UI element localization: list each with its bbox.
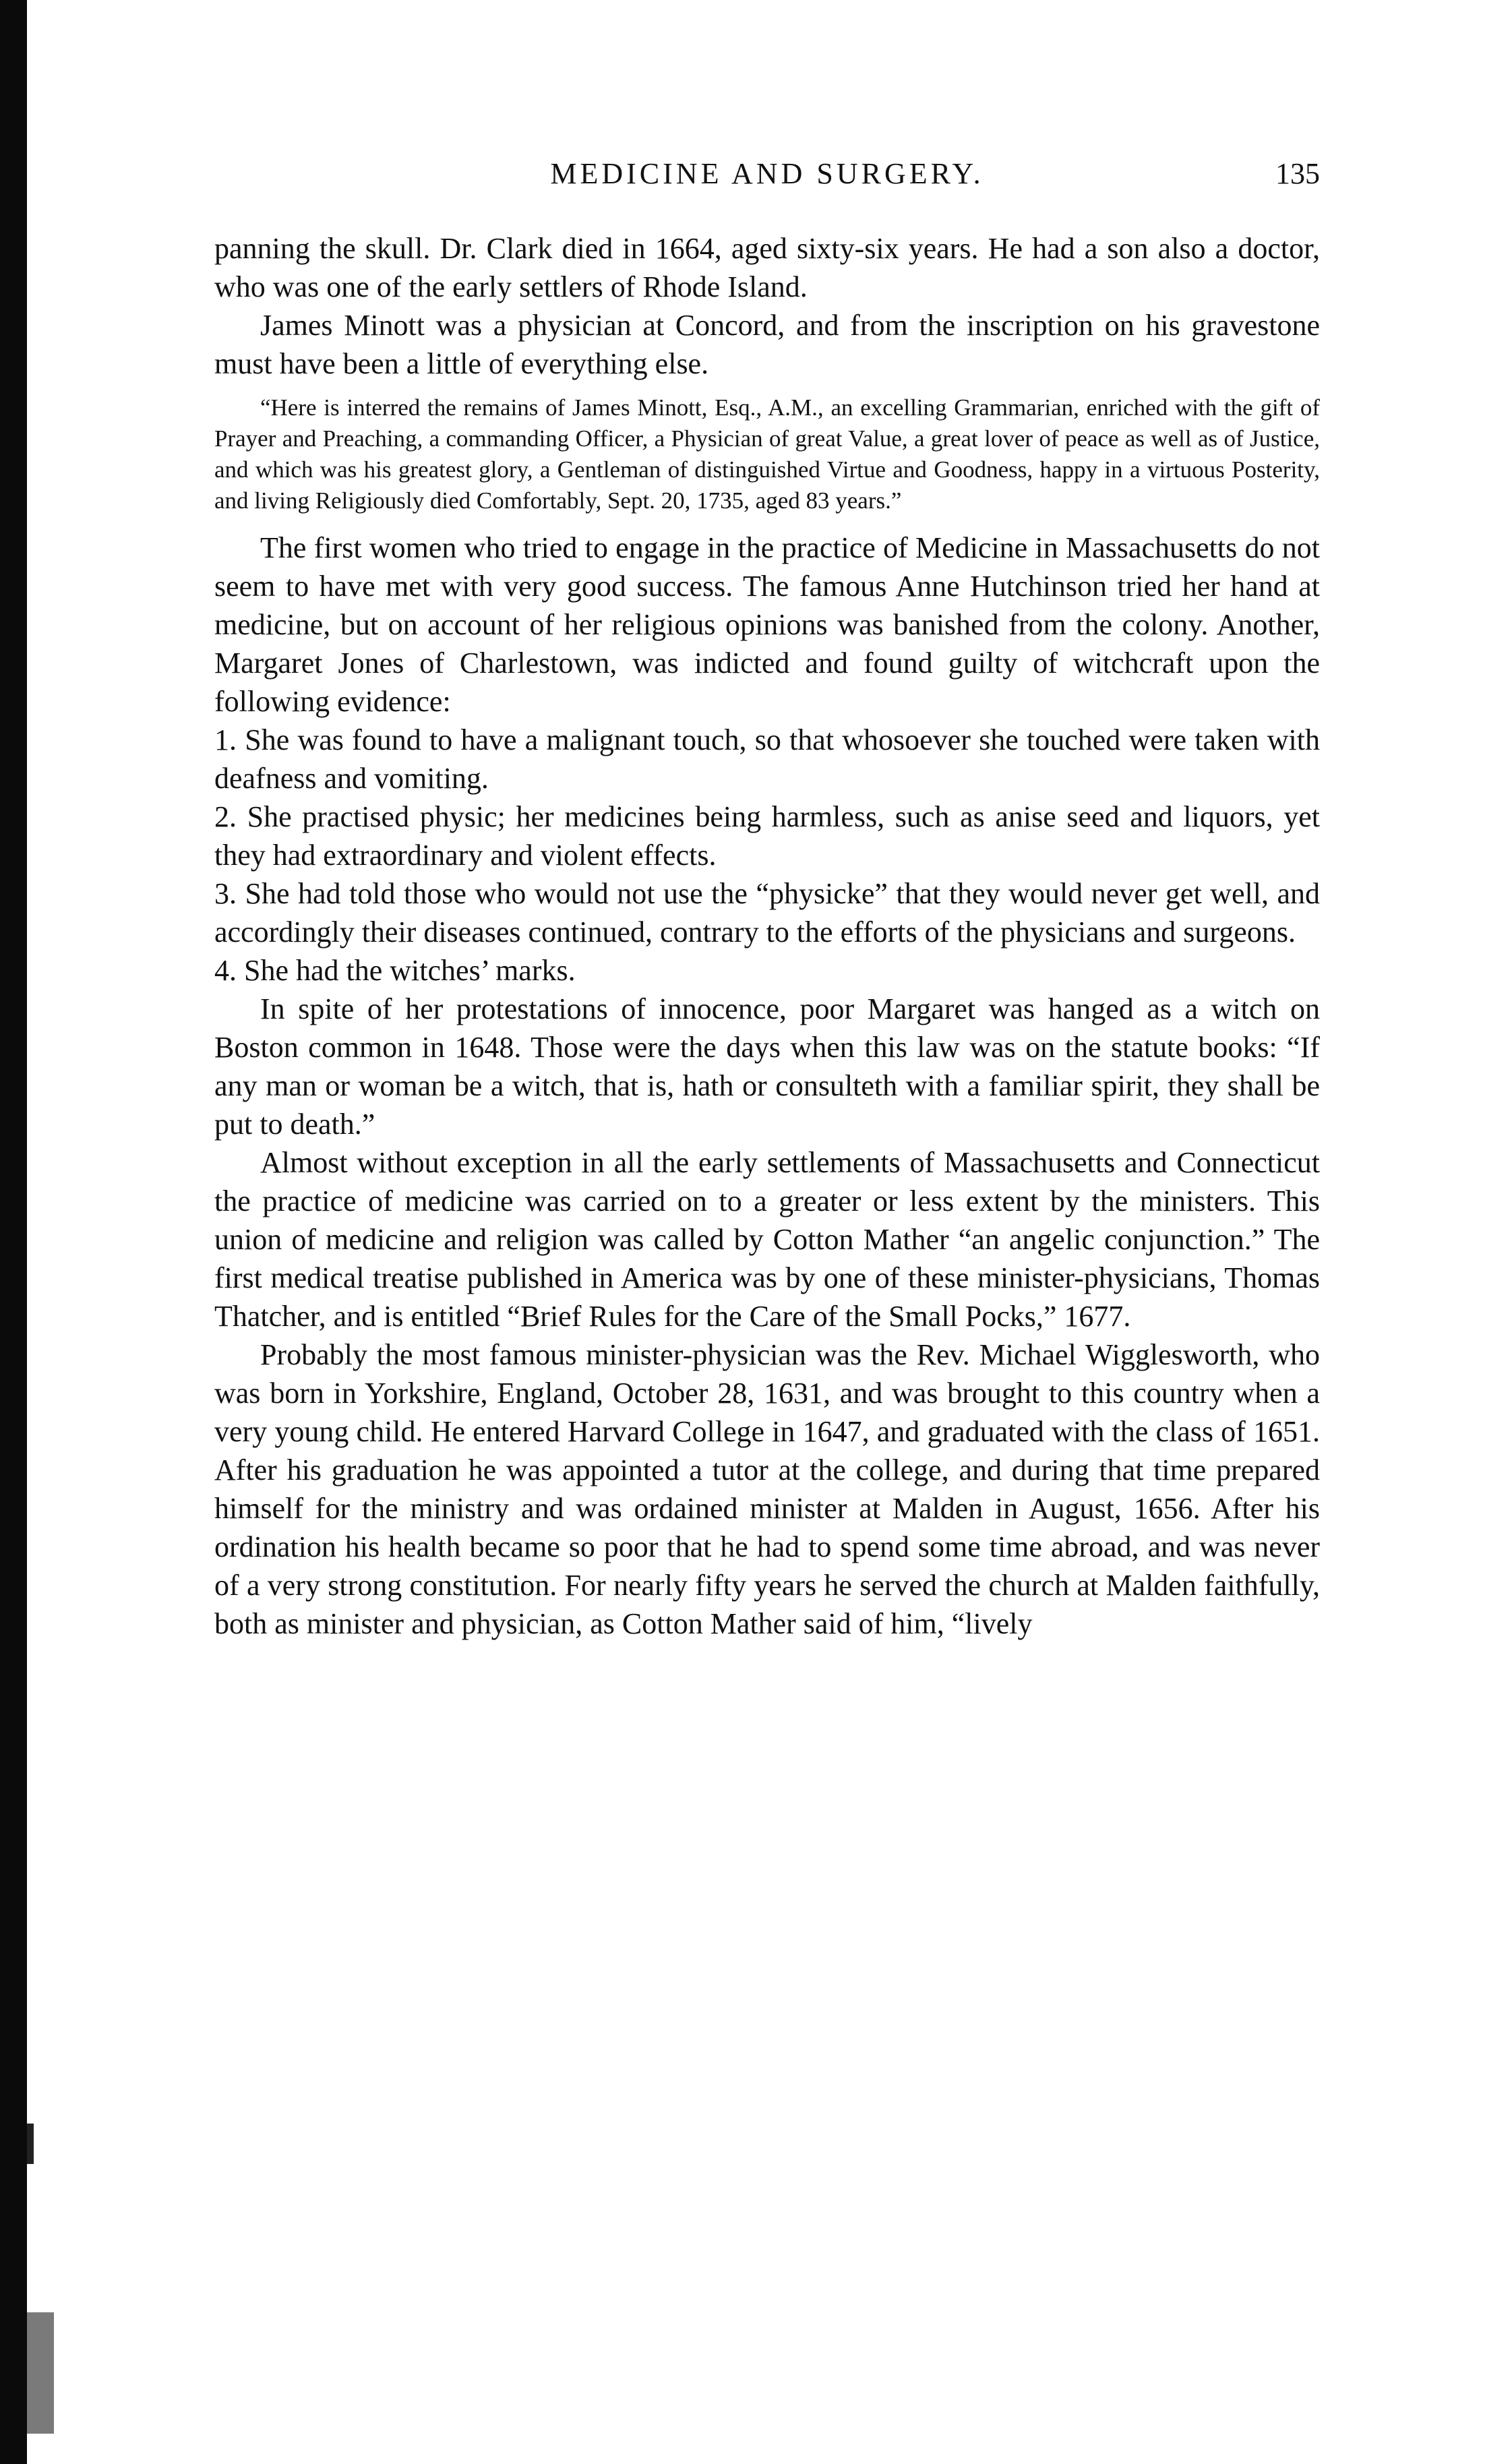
evidence-item: 1. She was found to have a malignant touch, so that whosoever she touched were taken with deafness and vomiting. — [214, 723, 1320, 795]
scan-artifact — [27, 2312, 54, 2434]
running-head — [214, 156, 1320, 204]
paragraph: In spite of her protestations of innocence, poor Margaret was hanged as a witch on Boston common in 1648. Those were the days when this law was on the statute books: “If any man or woman be a witch, that is, hath or consulteth with a familiar spirit, they shall be put to death.” — [214, 992, 1320, 1141]
evidence-item: 4. She had the witches’ marks. — [214, 954, 576, 987]
paragraph: panning the skull. Dr. Clark died in 1664, aged sixty-six years. He had a son also a doctor, who was one of the early settlers of Rhode Island. — [214, 232, 1320, 303]
paragraph: The first women who tried to engage in the practice of Medicine in Massachusetts do not seem to have met with very good success. The famous Anne Hutchinson tried her hand at medicine, but on account of her religious opinions was banished from the colony. Another, Margaret Jones of Charlestown, was indicted and found guilty of witchcraft upon the following evidence: — [214, 531, 1320, 718]
paragraph: James Minott was a physician at Concord, and from the inscription on his gravestone must have been a little of everything else. — [214, 309, 1320, 380]
evidence-item: 2. She practised physic; her medicines being harmless, such as anise seed and liquors, yet they had extraordinary and violent effects. — [214, 800, 1320, 872]
book-page — [214, 156, 1320, 1643]
evidence-item: 3. She had told those who would not use the “physicke” that they would never get well, and accordingly their diseases continued, contrary to the efforts of the physicians and surgeons. — [214, 877, 1320, 949]
scan-artifact — [27, 2124, 34, 2164]
page-title: MEDICINE AND SURGERY. — [550, 157, 984, 190]
scanned-binding-edge — [0, 0, 27, 2464]
epitaph-quote: “Here is interred the remains of James Minott, Esq., A.M., an excelling Grammarian, enriched with the gift of Prayer and Preaching, a commanding Officer, a Physician of great Value, a great lover of peace as well as of Justice, and which was his greatest glory, a Gentleman of distinguished Virtue and Goodness, happy in a virtuous Posterity, and living Religiously died Comfortably, Sept. 20, 1735, aged 83 years.” — [214, 394, 1320, 514]
page-number: 135 — [1275, 157, 1320, 190]
paragraph: Probably the most famous minister-physician was the Rev. Michael Wigglesworth, who was born in Yorkshire, England, October 28, 1631, and was brought to this country when a very young child. He entered Harvard College in 1647, and graduated with the class of 1651. After his graduation he was appointed a tutor at the college, and during that time prepared himself for the ministry and was ordained minister at Malden in August, 1656. After his ordination his health became so poor that he had to spend some time abroad, and was never of a very strong constitution. For nearly fifty years he served the church at Malden faithfully, both as minister and physician, as Cotton Mather said of him, “lively — [214, 1338, 1320, 1640]
body-text — [214, 229, 1320, 1643]
paragraph: Almost without exception in all the early settlements of Massachusetts and Connecticut the practice of medicine was carried on to a greater or less extent by the ministers. This union of medicine and religion was called by Cotton Mather “an angelic conjunction.” The first medical treatise published in America was by one of these minister-physicians, Thomas Thatcher, and is entitled “Brief Rules for the Care of the Small Pocks,” 1677. — [214, 1146, 1320, 1333]
